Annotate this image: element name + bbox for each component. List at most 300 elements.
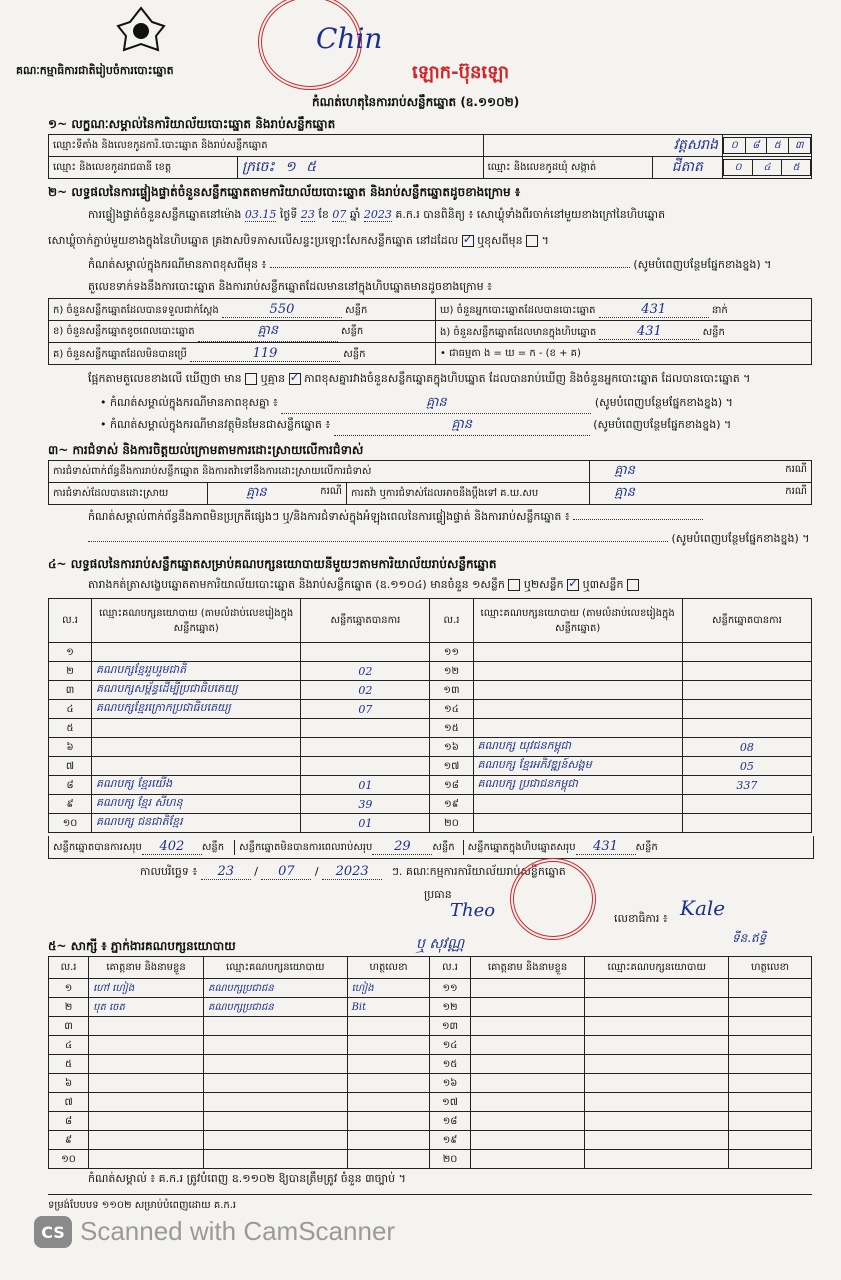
- section-5-title: ៥~ សាក្សី ៖ ភ្នាក់ងារគណបក្សនយោបាយ: [48, 939, 236, 953]
- party-name: [473, 719, 682, 738]
- valid-total-value: 402: [142, 839, 202, 855]
- row-number: ៩: [49, 795, 92, 814]
- vote-count: [301, 738, 430, 757]
- table-row: [49, 814, 812, 833]
- comparison-has-label: ផ្អែកតាមតួលេខខាងលើ ឃើញថា មាន: [88, 372, 242, 385]
- table-row: [49, 776, 812, 795]
- vote-count: [301, 719, 430, 738]
- date-label: កាលបរិច្ឆេទ ៖: [140, 865, 198, 878]
- valid-total-label: សន្លឹកឆ្នោតបានការសរុប: [53, 841, 142, 853]
- figures-intro: តួលេខទាក់ទងនឹងការបោះឆ្នោត និងការរាប់សន្លឹកឆ្នោតដែលមាននៅក្នុងហិបឆ្នោតមានដូចខាងក្រោម ៖: [88, 280, 492, 293]
- party-name: [92, 643, 301, 662]
- vote-count: [682, 681, 811, 700]
- witness-party: [585, 1036, 729, 1055]
- three-sheet-label: ឬ៣សន្លឹក: [582, 578, 624, 591]
- location-code-digit: ៣: [788, 138, 810, 154]
- witness-name: [89, 1074, 204, 1093]
- emblem-icon: [112, 4, 170, 58]
- location-code-digit: ០: [724, 138, 746, 154]
- summary-sheet-text: តារាងកត់ត្រាសង្ខេបឆ្នោតតាមការិយាល័យបោះឆ្នោត និងរាប់សន្លឹកឆ្នោត (ឧ.១១០៤) មានចំនួន ១សន្លឹក: [88, 578, 505, 591]
- section-1-title: ១~ លក្ខណៈសម្គាល់នៃការិយាល័យបោះឆ្នោត និងរាប់សន្លឹកឆ្នោត: [48, 117, 336, 131]
- form-title: កំណត់ហេតុនៃការរាប់សន្លឹកឆ្នោត (ឧ.១១០២): [312, 95, 520, 109]
- fill-hint: (សូមបំពេញបន្ថែមផ្នែកខាងខ្នង) ។: [633, 258, 772, 271]
- table-row: [49, 1074, 812, 1093]
- province-code-digit: ១: [285, 159, 296, 175]
- row-number: ២: [49, 662, 92, 681]
- party-name: គណបក្សសម្ព័ន្ធដើម្បីប្រជាធិបតេយ្យ: [92, 681, 301, 700]
- vote-count: [682, 814, 811, 833]
- voters-label: ឃ) ចំនួនអ្នកបោះឆ្នោតដែលបានបោះឆ្នោត: [440, 304, 596, 316]
- counting-commission-label: ៗ. គណៈកម្មការការិយាល័យរាប់សន្លឹកឆ្នោត: [391, 865, 566, 878]
- no-difference-checkbox[interactable]: [289, 373, 301, 385]
- same-checkbox[interactable]: [462, 235, 474, 247]
- witness-name: [470, 998, 585, 1017]
- party-name: [473, 662, 682, 681]
- results-col-party: ឈ្មោះគណបក្សនយោបាយ (តាមលំដាប់លេខរៀងក្នុងសន្លឹកឆ្នោត): [473, 599, 682, 643]
- verification-year-label: ឆ្នាំ: [349, 208, 361, 221]
- witness-no: ១៥: [430, 1055, 470, 1074]
- witness-party: [585, 1150, 729, 1169]
- witness-sign: [347, 1017, 430, 1036]
- witness-sign: [729, 1055, 812, 1074]
- witness-sign: [729, 979, 812, 998]
- witness-name: [470, 1093, 585, 1112]
- verification-day-label: ថ្ងៃទី: [279, 208, 298, 221]
- different-label: ឬខុសពីមុន: [477, 234, 523, 247]
- vote-count: 39: [301, 795, 430, 814]
- witness-no: ៨: [49, 1112, 89, 1131]
- comparison-text: ភាពខុសគ្នារវាងចំនួនសន្លឹកឆ្នោតក្នុងហិបឆ្នោត ដែលបានរាប់ឃើញ និងចំនួនអ្នកបោះឆ្នោត ដែលបានបោះឆ្នោត ។: [304, 372, 751, 385]
- table-row: [49, 1093, 812, 1112]
- party-name: [92, 719, 301, 738]
- witness-name: ហៅ ហៀង: [89, 979, 204, 998]
- difference-note: [88, 258, 816, 274]
- witness-col-name: គោត្តនាម និងនាមខ្លួន: [470, 957, 585, 979]
- witness-no: ៣: [49, 1017, 89, 1036]
- row-number: ១២: [430, 662, 473, 681]
- witness-col-no: ល.រ: [430, 957, 470, 979]
- vote-count: [682, 795, 811, 814]
- table-row: [49, 795, 812, 814]
- resolved-unit: ករណី: [320, 486, 342, 497]
- party-name: [92, 738, 301, 757]
- section-4-title: ៤~ លទ្ធផលនៃការរាប់សន្លឹកឆ្នោតសម្រាប់គណបក្សនយោបាយនីមួយៗតាមការិយាល័យរាប់សន្លឹកឆ្នោត: [48, 557, 497, 571]
- party-name: គណបក្សខ្មែរក្រោកប្រជាធិបតេយ្យ: [92, 700, 301, 719]
- witness-name: បុត ចេត: [89, 998, 204, 1017]
- invalid-total-value: 29: [372, 839, 432, 855]
- witness-party: [203, 1036, 347, 1055]
- verification-line-2: [48, 234, 549, 250]
- row-number: ៨: [49, 776, 92, 795]
- vote-count: [301, 757, 430, 776]
- unused-value: 119: [190, 346, 340, 362]
- witness-col-sign: ហត្ថលេខា: [347, 957, 430, 979]
- voters-value: 431: [599, 302, 709, 318]
- witness-sign: [729, 1150, 812, 1169]
- witness-table: [48, 956, 812, 1169]
- two-sheet-checkbox[interactable]: [567, 579, 579, 591]
- results-date-line: កាលបរិច្ឆេទ ៖ 23 / 07 / 2023 ៗ. គណៈកម្មការការិយាល័យរាប់សន្លឹកឆ្នោត: [140, 864, 566, 879]
- commune-code-digit: ៤: [753, 160, 782, 176]
- witness-no: ១០: [49, 1150, 89, 1169]
- date-year: 2023: [322, 864, 382, 880]
- commune-code-digit: ៥: [782, 160, 811, 176]
- witness-party: [203, 1074, 347, 1093]
- comparison-none-label: ឬគ្មាន: [260, 372, 286, 385]
- spoiled-label: ខ) ចំនួនសន្លឹកឆ្នោតខូចពេលបោះឆ្នោត: [53, 325, 195, 337]
- ballots-in-box-label: ង) ចំនួនសន្លឹកឆ្នោតដែលមានក្នុងហិបឆ្នោត: [440, 326, 597, 338]
- witness-name: [89, 1036, 204, 1055]
- witness-no: ៧: [49, 1093, 89, 1112]
- witness-name: [470, 1112, 585, 1131]
- witness-col-party: ឈ្មោះគណបក្សនយោបាយ: [203, 957, 347, 979]
- verification-time-label: ការផ្ទៀងផ្ទាត់ចំនួនសន្លឹកឆ្នោតនៅម៉ោង: [88, 208, 242, 221]
- row-number: ១៦: [430, 738, 473, 757]
- party-name: [473, 681, 682, 700]
- witness-sign: [347, 1055, 430, 1074]
- table-row: [49, 1055, 812, 1074]
- chair-signature: Theo: [450, 900, 496, 921]
- witness-no: ១៨: [430, 1112, 470, 1131]
- invalid-total-unit: សន្លឹក: [432, 841, 455, 853]
- witness-no: ៦: [49, 1074, 89, 1093]
- comparison-line: [88, 372, 750, 388]
- witness-col-no: ល.រ: [49, 957, 89, 979]
- verification-text: គ.ក.រ បានពិនិត្យ ៖ សោឃ្លុំទាំងពីរចាក់នៅមួយខាងក្រៅនៃហិបឆ្នោត: [395, 208, 666, 221]
- section-3-title: ៣~ ការជំទាស់ និងការចិត្តយល់ក្រោមតាមការដោះស្រាយលើការជំទាស់: [48, 443, 364, 457]
- appeal-value: គ្មាន: [614, 485, 635, 500]
- province-code-digit: ៥: [306, 159, 316, 175]
- voters-unit: នាក់: [711, 304, 728, 316]
- has-difference-checkbox[interactable]: [245, 373, 257, 385]
- location-label: ឈ្មោះទីតាំង និងលេខកូដការិ.បោះឆ្នោត និងរាប់សន្លឹកឆ្នោត: [49, 135, 484, 157]
- camscanner-badge: [34, 1216, 72, 1248]
- party-name: [473, 700, 682, 719]
- commune-label: ឈ្មោះ និងលេខកូដឃុំ សង្កាត់: [483, 157, 652, 179]
- witness-party: [585, 998, 729, 1017]
- witness-name: [470, 1017, 585, 1036]
- vote-count: 337: [682, 776, 811, 795]
- table-row: [49, 1017, 812, 1036]
- verification-month-label: ខែ: [318, 208, 329, 221]
- ballots-in-box-value: 431: [599, 324, 699, 340]
- results-totals: [48, 836, 814, 859]
- witness-sign: [347, 1074, 430, 1093]
- row-number: ១៥: [430, 719, 473, 738]
- resolved-label: ការជំទាស់ដែលបានដោះស្រាយ: [49, 483, 208, 505]
- irregularity-note: [88, 510, 816, 526]
- row-number: ៤: [49, 700, 92, 719]
- unused-label: គ) ចំនួនសន្លឹកឆ្នោតដែលមិនបានប្រើ: [53, 348, 187, 360]
- table-row: [49, 1112, 812, 1131]
- witness-sign: [347, 1036, 430, 1055]
- non-ballot-remark: [100, 416, 816, 436]
- camscanner-logo-text: CS: [41, 1222, 65, 1242]
- irregularity-note-blank: [573, 519, 703, 520]
- vote-count: 02: [301, 662, 430, 681]
- table-row: [49, 738, 812, 757]
- row-number: ៣: [49, 681, 92, 700]
- figures-table: [48, 298, 812, 365]
- province-name: ក្រចេះ: [242, 159, 275, 175]
- row-number: ១១: [430, 643, 473, 662]
- witness-no: ៥: [49, 1055, 89, 1074]
- witness-name: [89, 1112, 204, 1131]
- two-sheet-label: ឬ២សន្លឹក: [523, 578, 564, 591]
- row-number: ៦: [49, 738, 92, 757]
- line-end: ។: [541, 234, 549, 247]
- row-number: ១០: [49, 814, 92, 833]
- box-total-label: សន្លឹកឆ្នោតក្នុងហិបឆ្នោតសរុប: [463, 840, 576, 855]
- party-name: គណបក្សខ្មែររួបរួមជាតិ: [92, 662, 301, 681]
- witness-party: [203, 1131, 347, 1150]
- top-signature: Chin: [316, 22, 383, 55]
- fill-hint: (សូមបំពេញបន្ថែមផ្នែកខាងខ្នង) ។: [593, 418, 732, 431]
- table-row: [49, 1036, 812, 1055]
- red-handwritten-title: ឡោក-ប៊ុនឡោ: [412, 62, 510, 83]
- form-note: ទម្រង់បែបបទ ១១០២ សម្រាប់បំពេញដោយ គ.ក.រ: [48, 1200, 237, 1211]
- witness-no: ១៩: [430, 1131, 470, 1150]
- table-row: [49, 757, 812, 776]
- results-col-no: ល.រ: [430, 599, 473, 643]
- party-name: គណបក្ស ប្រជាជនកម្ពុជា: [473, 776, 682, 795]
- location-code-digit: ៨: [745, 138, 767, 154]
- table-row: [49, 1131, 812, 1150]
- irregularity-note-blank-2: [88, 541, 668, 542]
- witness-no: ១៦: [430, 1074, 470, 1093]
- vote-count: 01: [301, 776, 430, 795]
- witness-sign: Bit: [347, 998, 430, 1017]
- verification-line-1: [88, 208, 818, 224]
- table-row: [49, 700, 812, 719]
- row-number: ១៩: [430, 795, 473, 814]
- footer-rule: [48, 1194, 812, 1195]
- witness-sign: [729, 1093, 812, 1112]
- witness-no: ១៧: [430, 1093, 470, 1112]
- different-checkbox[interactable]: [526, 235, 538, 247]
- location-value: វត្តសរាង: [483, 135, 722, 157]
- witness-no: ២: [49, 998, 89, 1017]
- witness-sign: [347, 1093, 430, 1112]
- location-code-digit: ៥: [767, 138, 789, 154]
- resolved-value: គ្មាន: [246, 485, 267, 500]
- party-name: គណបក្ស ជនជាតិខ្មែរ: [92, 814, 301, 833]
- secretary-signature: Kale: [680, 896, 726, 920]
- vote-count: [301, 643, 430, 662]
- vote-count: [682, 719, 811, 738]
- witness-party: [203, 1055, 347, 1074]
- vote-count: 02: [301, 681, 430, 700]
- witness-no: ២០: [430, 1150, 470, 1169]
- non-ballot-remark-label: • កំណត់សម្គាល់ក្នុងករណីមានវត្ថុមិនមែនជាសន្លឹកឆ្នោត ៖: [100, 418, 331, 431]
- witness-sign: [729, 1074, 812, 1093]
- witness-party: [203, 1017, 347, 1036]
- official-stamp-bottom: [510, 858, 596, 940]
- party-name: គណបក្ស ខ្មែរយើង: [92, 776, 301, 795]
- section-3-table: [48, 460, 812, 505]
- witness-name: [470, 1074, 585, 1093]
- irregularity-note-label: កំណត់សម្គាល់ពាក់ព័ន្ធនឹងភាពមិនប្រក្រតីផ្សេងៗ ឬ/និងការជំទាស់ក្នុងអំឡុងពេលនៃការផ្ទៀងផ្ទាត់ និងការរាប់សន្លឹកឆ្នោត ៖: [88, 510, 570, 523]
- witness-name: [89, 1017, 204, 1036]
- witness-no: ១៣: [430, 1017, 470, 1036]
- witness-party: [585, 1017, 729, 1036]
- chair-label: ប្រធាន: [424, 888, 452, 901]
- witness-name: [89, 1093, 204, 1112]
- witness-name: [470, 979, 585, 998]
- secretary-name: ទីន.ឥទ្ធិ: [732, 931, 767, 945]
- objection-label: ការជំទាស់ពាក់ព័ន្ធនឹងការរាប់សន្លឹកឆ្នោត និងការតវ៉ាទៅនឹងការដោះស្រាយលើការជំទាស់: [49, 461, 590, 483]
- witness-name: [470, 1150, 585, 1169]
- valid-total-unit: សន្លឹក: [201, 841, 225, 853]
- row-number: ១៣: [430, 681, 473, 700]
- witness-no: ៤: [49, 1036, 89, 1055]
- table-row: [49, 1150, 812, 1169]
- objection-value: គ្មាន: [614, 463, 635, 478]
- witness-no: ៩: [49, 1131, 89, 1150]
- row-number: ២០: [430, 814, 473, 833]
- section-2-title: ២~ លទ្ធផលនៃការផ្ទៀងផ្ទាត់ចំនួនសន្លឹកឆ្នោតតាមការិយាល័យបោះឆ្នោត និងរាប់សន្លឹកឆ្នោតដូចខាងក្រោម ៖: [48, 185, 521, 199]
- witness-party: [585, 1112, 729, 1131]
- witness-sign: [729, 1036, 812, 1055]
- witness-party: [585, 1093, 729, 1112]
- difference-remark-value: គ្មាន: [281, 394, 591, 414]
- witness-sign: [729, 998, 812, 1017]
- section-1-table: [48, 134, 812, 179]
- appeal-label: ការតវ៉ា ឬការជំទាស់ដែលអាចនឹងប្ដឹងទៅ គ.ឃ.សប: [347, 483, 590, 505]
- received-label: ក) ចំនួនសន្លឹកឆ្នោតដែលបានទទួលជាក់ស្ដែង: [53, 304, 219, 316]
- date-month: 07: [261, 864, 311, 880]
- witness-party: [203, 1112, 347, 1131]
- witness-sign: [729, 1017, 812, 1036]
- spoiled-value: គ្មាន: [198, 322, 338, 342]
- row-number: ១: [49, 643, 92, 662]
- row-number: ១៨: [430, 776, 473, 795]
- witness-party: [203, 1093, 347, 1112]
- party-name: គណបក្ស ខ្មែរ សីហនុ: [92, 795, 301, 814]
- witness-name: [89, 1150, 204, 1169]
- difference-note-blank: [270, 267, 630, 268]
- row-number: ៧: [49, 757, 92, 776]
- unused-unit: សន្លឹក: [343, 348, 366, 360]
- witness-sign: ហៀង: [347, 979, 430, 998]
- witness-sign: [347, 1150, 430, 1169]
- non-ballot-remark-value: គ្មាន: [334, 416, 590, 436]
- party-name: [473, 814, 682, 833]
- fill-hint: (សូមបំពេញបន្ថែមផ្នែកខាងខ្នង) ។: [671, 532, 810, 545]
- verification-year: 2023: [363, 208, 392, 221]
- party-name: [92, 757, 301, 776]
- results-col-votes: សន្លឹកឆ្នោតបានការ: [301, 599, 430, 643]
- witness-name: [470, 1131, 585, 1150]
- party-name: គណបក្ស ខ្មែរអភិវឌ្ឍន៍សង្គម: [473, 757, 682, 776]
- chair-name: ឬ សុវណ្ណ: [416, 936, 465, 952]
- received-unit: សន្លឹក: [345, 304, 368, 316]
- objection-unit: ករណី: [785, 464, 807, 475]
- vote-count: 07: [301, 700, 430, 719]
- vote-count: 05: [682, 757, 811, 776]
- vote-count: [682, 643, 811, 662]
- results-table: [48, 598, 812, 833]
- difference-remark-label: • កំណត់សម្គាល់ក្នុងករណីមានភាពខុសគ្នា ៖: [100, 396, 278, 409]
- verification-time: 03.15: [244, 208, 277, 221]
- witness-no: ១៤: [430, 1036, 470, 1055]
- ballots-in-box-unit: សន្លឹក: [702, 326, 725, 338]
- witness-no: ១១: [430, 979, 470, 998]
- witness-sign: [347, 1131, 430, 1150]
- row-number: ១៧: [430, 757, 473, 776]
- received-value: 550: [222, 302, 342, 318]
- witness-party: គណបក្សប្រជាជន: [203, 979, 347, 998]
- witness-col-party: ឈ្មោះគណបក្សនយោបាយ: [585, 957, 729, 979]
- witness-party: [203, 1150, 347, 1169]
- vote-count: [682, 662, 811, 681]
- table-row: [49, 681, 812, 700]
- commission-name: គណៈកម្មាធិការជាតិរៀបចំការបោះឆ្នោត: [16, 64, 174, 77]
- witness-name: [89, 1131, 204, 1150]
- invalid-total-label: សន្លឹកឆ្នោតមិនបានការពេលរាប់សរុប: [234, 840, 372, 855]
- results-col-no: ល.រ: [49, 599, 92, 643]
- witness-party: [585, 1074, 729, 1093]
- witness-party: [585, 979, 729, 998]
- province-label: ឈ្មោះ និងលេខកូដរាជធានី ខេត្ត: [49, 157, 238, 179]
- vote-count: 08: [682, 738, 811, 757]
- results-col-votes: សន្លឹកឆ្នោតបានការ: [682, 599, 811, 643]
- province-value: [238, 157, 484, 179]
- witness-col-sign: ហត្ថលេខា: [729, 957, 812, 979]
- fill-hint: (សូមបំពេញបន្ថែមផ្នែកខាងខ្នង) ។: [594, 396, 733, 409]
- witness-party: [585, 1055, 729, 1074]
- witness-no: ១២: [430, 998, 470, 1017]
- witness-no: ១: [49, 979, 89, 998]
- table-row: [49, 998, 812, 1017]
- results-col-party: ឈ្មោះគណបក្សនយោបាយ (តាមលំដាប់លេខរៀងក្នុងសន្លឹកឆ្នោត): [92, 599, 301, 643]
- table-row: [49, 662, 812, 681]
- date-day: 23: [201, 864, 251, 880]
- box-total-unit: សន្លឹក: [635, 841, 658, 853]
- appeal-unit: ករណី: [785, 486, 807, 497]
- formula: • ជាធម្មតា ង = ឃ = ក - (ខ + គ): [436, 343, 812, 365]
- secretary-label: លេខាធិការ ៖: [614, 912, 668, 925]
- difference-note-label: កំណត់សម្គាល់ក្នុងករណីមានភាពខុសពីមុន ៖: [88, 258, 267, 271]
- witness-name: [89, 1055, 204, 1074]
- witness-name: [470, 1055, 585, 1074]
- witness-sign: [347, 1112, 430, 1131]
- table-row: [49, 643, 812, 662]
- box-total-value: 431: [576, 839, 636, 855]
- witness-col-name: គោត្តនាម និងនាមខ្លួន: [89, 957, 204, 979]
- party-name: [473, 795, 682, 814]
- one-sheet-checkbox[interactable]: [508, 579, 520, 591]
- vote-count: 01: [301, 814, 430, 833]
- witness-party: [585, 1131, 729, 1150]
- commune-code-digit: ០: [724, 160, 753, 176]
- witness-name: [470, 1036, 585, 1055]
- vote-count: [682, 700, 811, 719]
- camscanner-text: Scanned with CamScanner: [80, 1216, 396, 1246]
- irregularity-note-line-2: [88, 532, 816, 548]
- commune-value: ជីតាត: [652, 157, 722, 179]
- witness-sign: [729, 1112, 812, 1131]
- seal-status-text: សោឃ្លុំចាក់ភ្ជាប់មួយខាងក្នុងនៃហិបឆ្នោត គ្រងាសបិទភាសលើសន្ទះប្រឡោះសែកសន្លឹកឆ្នោត នៅដដែល: [48, 234, 459, 247]
- table-row: [49, 719, 812, 738]
- row-number: ៥: [49, 719, 92, 738]
- row-number: ១៤: [430, 700, 473, 719]
- three-sheet-checkbox[interactable]: [627, 579, 639, 591]
- summary-sheet-line: [88, 578, 639, 594]
- difference-remark: [100, 394, 816, 414]
- verification-month: 07: [332, 208, 347, 221]
- table-row: [49, 979, 812, 998]
